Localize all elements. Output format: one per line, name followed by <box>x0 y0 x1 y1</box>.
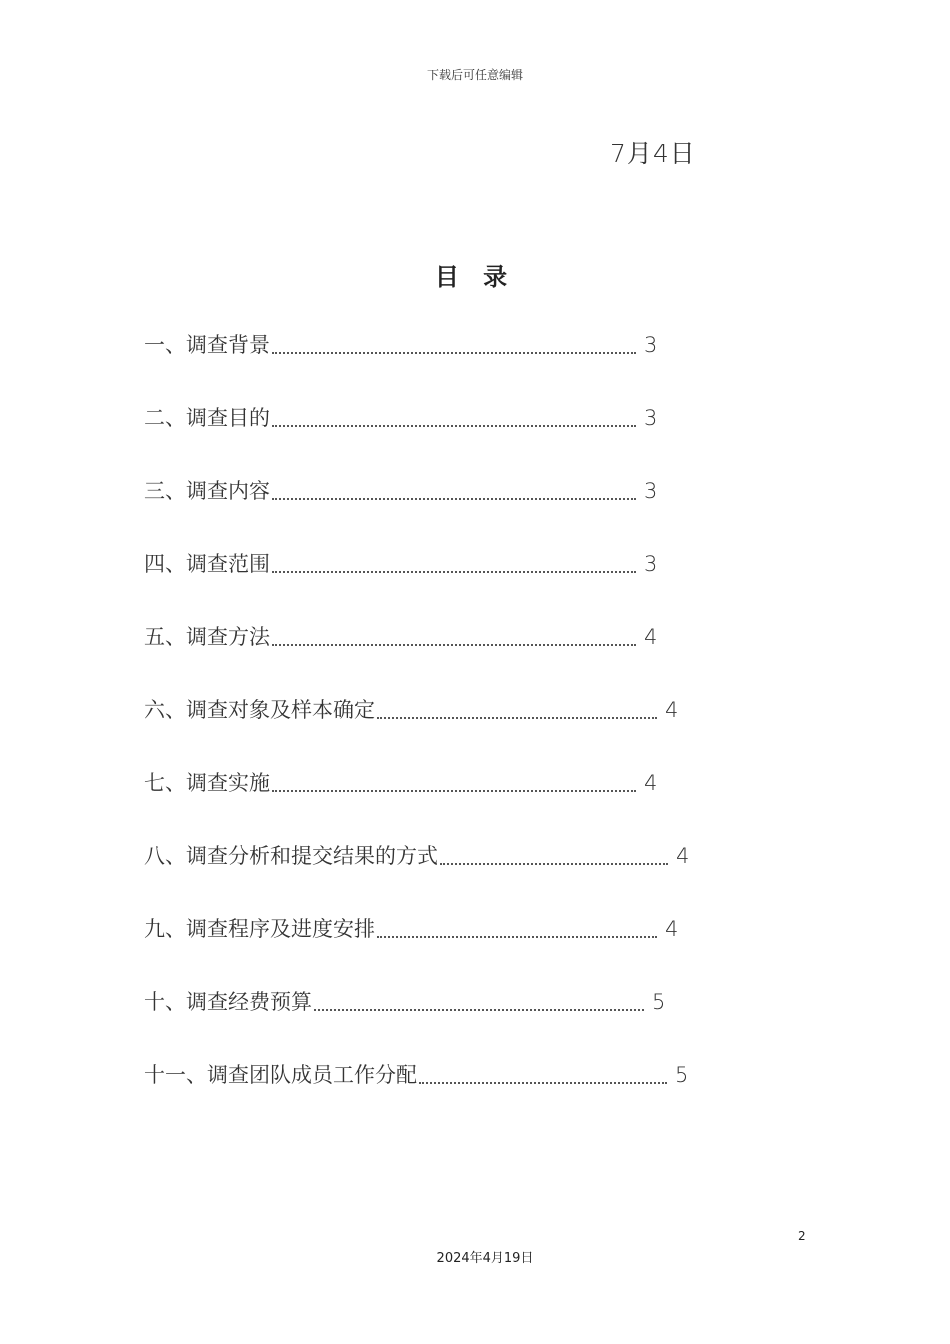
toc-entry[interactable] <box>144 765 784 838</box>
toc-title: 目 录 <box>434 263 516 291</box>
page-number: 2 <box>798 1229 806 1243</box>
toc-entry[interactable] <box>144 1057 784 1130</box>
toc-entry-page: 3 <box>644 479 658 503</box>
toc-entry-page: 4 <box>644 771 658 795</box>
header-note: 下载后可任意编辑 <box>426 68 523 82</box>
toc-entry[interactable] <box>144 838 784 911</box>
toc-entry-page: 5 <box>652 990 666 1014</box>
toc-entry[interactable] <box>144 911 784 984</box>
toc-dot-leader <box>272 473 636 500</box>
toc-entry[interactable] <box>144 692 784 765</box>
toc-entry-label: 八、调查分析和提交结果的方式 <box>144 844 438 868</box>
toc-entry[interactable] <box>144 984 784 1057</box>
toc-dot-leader <box>272 765 636 792</box>
toc-entry-page: 4 <box>665 917 679 941</box>
toc-dot-leader <box>377 911 657 938</box>
toc-entry-page: 5 <box>675 1063 689 1087</box>
toc-dot-leader <box>272 327 636 354</box>
document-date: 7月4日 <box>610 139 696 168</box>
toc-entry-label: 十一、调查团队成员工作分配 <box>144 1063 417 1087</box>
toc-entry[interactable] <box>144 546 784 619</box>
toc-entry-label: 二、调查目的 <box>144 406 270 430</box>
table-of-contents <box>144 327 784 1130</box>
toc-entry-label: 三、调查内容 <box>144 479 270 503</box>
toc-dot-leader <box>272 546 636 573</box>
toc-entry-label: 九、调查程序及进度安排 <box>144 917 375 941</box>
toc-dot-leader <box>419 1057 667 1084</box>
toc-entry-label: 七、调查实施 <box>144 771 270 795</box>
toc-entry-page: 4 <box>676 844 690 868</box>
toc-entry-page: 4 <box>644 625 658 649</box>
toc-entry-label: 六、调查对象及样本确定 <box>144 698 375 722</box>
toc-entry-label: 四、调查范围 <box>144 552 270 576</box>
toc-entry[interactable] <box>144 619 784 692</box>
footer-date: 2024年4月19日 <box>436 1251 534 1266</box>
toc-dot-leader <box>272 400 636 427</box>
toc-entry-label: 一、调查背景 <box>144 333 270 357</box>
toc-entry-label: 十、调查经费预算 <box>144 990 312 1014</box>
toc-dot-leader <box>314 984 644 1011</box>
toc-entry-label: 五、调查方法 <box>144 625 270 649</box>
toc-entry[interactable] <box>144 327 784 400</box>
toc-entry-page: 3 <box>644 552 658 576</box>
toc-entry[interactable] <box>144 400 784 473</box>
toc-entry-page: 4 <box>665 698 679 722</box>
toc-dot-leader <box>440 838 668 865</box>
toc-entry-page: 3 <box>644 333 658 357</box>
toc-dot-leader <box>377 692 657 719</box>
toc-entry-page: 3 <box>644 406 658 430</box>
toc-dot-leader <box>272 619 636 646</box>
toc-entry[interactable] <box>144 473 784 546</box>
